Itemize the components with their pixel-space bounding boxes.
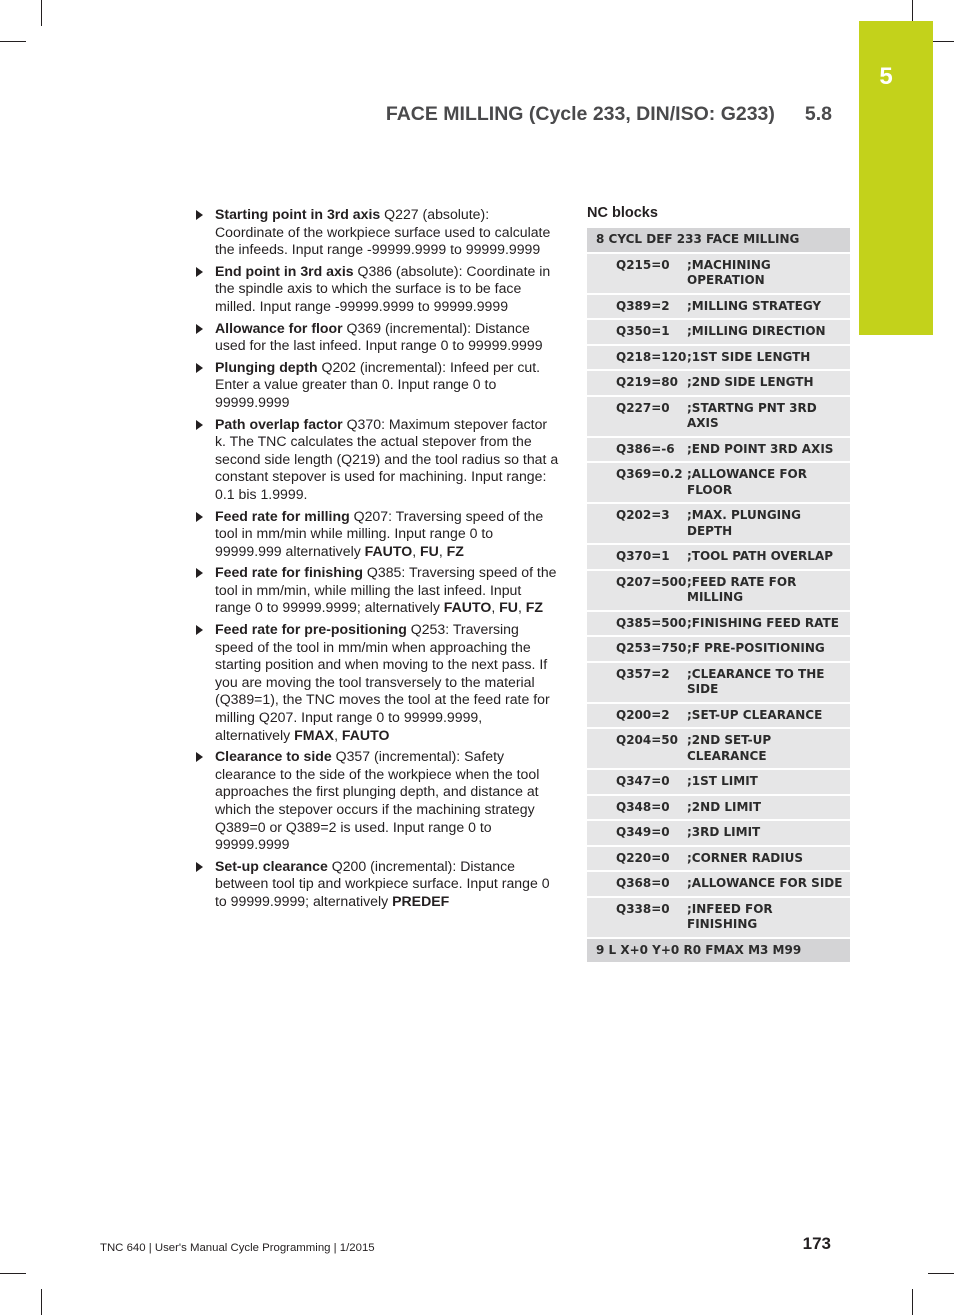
nc-parameter-row	[587, 872, 850, 898]
triangle-bullet-icon	[196, 512, 203, 522]
param-name: Feed rate for finishing	[215, 564, 363, 581]
param-item	[193, 621, 561, 744]
nc-parameter-comment: ;CLEARANCE TO THE SIDE	[687, 666, 825, 696]
nc-parameter-comment: ;2ND LIMIT	[687, 799, 762, 814]
nc-parameter-comment: ;TOOL PATH OVERLAP	[687, 549, 833, 563]
crop-mark	[41, 1289, 42, 1315]
triangle-bullet-icon	[196, 420, 203, 430]
triangle-bullet-icon	[196, 363, 203, 373]
param-item	[193, 320, 561, 355]
footer-text: TNC 640 | User's Manual Cycle Programming | 1/2015	[100, 1242, 375, 1254]
nc-parameter-comment: ;MACHINING OPERATION	[687, 257, 771, 287]
section-number: 5.8	[804, 103, 832, 125]
param-item	[193, 206, 561, 259]
nc-parameter-value: Q202=3	[616, 508, 670, 522]
nc-parameter-value: Q350=1	[616, 324, 670, 338]
nc-parameter-value: Q207=500	[616, 574, 687, 589]
separator: ,	[412, 542, 421, 559]
nc-parameter-comment: ;FINISHING FEED RATE	[687, 615, 839, 630]
nc-parameter-value: Q338=0	[616, 901, 670, 916]
crop-mark	[41, 0, 42, 26]
triangle-bullet-icon	[196, 210, 203, 220]
option-keyword: FAUTO	[443, 599, 492, 616]
param-name: End point in 3rd axis	[215, 262, 354, 279]
option-keyword: FU	[420, 542, 439, 559]
page-number: 173	[802, 1234, 831, 1253]
nc-parameter-comment: ;F PRE-POSITIONING	[687, 641, 825, 655]
nc-parameter-row	[587, 770, 850, 796]
nc-parameter-comment: ;STARTNG PNT 3RD AXIS	[687, 400, 817, 430]
nc-parameter-value: Q348=0	[616, 799, 670, 814]
option-keyword: FAUTO	[364, 542, 413, 559]
option-keyword: FU	[499, 599, 518, 616]
option-keyword: FZ	[525, 599, 544, 616]
param-item	[193, 263, 561, 316]
nc-parameter-comment: ;FEED RATE FOR MILLING	[687, 574, 797, 604]
chapter-tab	[859, 21, 933, 335]
nc-parameter-row	[587, 295, 850, 321]
nc-parameter-row	[587, 254, 850, 295]
nc-block-row: 9 L X+0 Y+0 R0 FMAX M3 M99	[587, 939, 850, 965]
triangle-bullet-icon	[196, 752, 203, 762]
nc-parameter-row	[587, 397, 850, 438]
nc-parameter-row	[587, 847, 850, 873]
triangle-bullet-icon	[196, 568, 203, 578]
crop-mark	[0, 1273, 26, 1274]
nc-blocks-table	[587, 228, 850, 964]
nc-parameter-comment: ;MAX. PLUNGING DEPTH	[687, 508, 802, 538]
separator: ,	[334, 726, 342, 743]
nc-parameter-row	[587, 729, 850, 770]
nc-parameter-comment: ;2ND SIDE LENGTH	[687, 375, 814, 389]
nc-parameter-value: Q369=0.2	[616, 467, 683, 481]
param-name: Plunging depth	[215, 358, 318, 375]
nc-parameter-row	[587, 463, 850, 504]
nc-parameter-row	[587, 504, 850, 545]
nc-parameter-row	[587, 663, 850, 704]
nc-parameter-row	[587, 545, 850, 571]
nc-parameter-row	[587, 796, 850, 822]
nc-parameter-row	[587, 320, 850, 346]
option-keyword: PREDEF	[392, 892, 450, 909]
param-name: Allowance for floor	[215, 319, 343, 336]
nc-parameter-value: Q368=0	[616, 876, 670, 890]
param-description: Q385: Traversing speed of the tool in mm/min, while milling the last infeed. Input range 0 to 99999.9999; alternatively	[215, 564, 557, 616]
option-keyword: FMAX	[294, 726, 335, 743]
separator: ,	[438, 542, 447, 559]
crop-mark	[0, 41, 26, 42]
separator: ,	[517, 599, 526, 616]
option-keyword: FAUTO	[341, 726, 390, 743]
nc-parameter-comment: ;END POINT 3RD AXIS	[687, 441, 834, 456]
nc-parameter-row	[587, 438, 850, 464]
param-description: Q253: Traversing speed of the tool in mm/min when approaching the starting position and when moving to the next pass. If you are moving the tool transversely to the material (Q389=1), the TNC moves the tool at the feed rate for milling Q207. Input range 0 to 99999.9999, alternatively	[215, 621, 550, 743]
triangle-bullet-icon	[196, 324, 203, 334]
nc-blocks-title: NC blocks	[587, 205, 658, 221]
param-name: Feed rate for pre-positioning	[215, 621, 407, 638]
nc-parameter-rows	[587, 254, 850, 939]
nc-parameter-row	[587, 704, 850, 730]
nc-parameter-comment: ;ALLOWANCE FOR FLOOR	[687, 467, 807, 497]
nc-parameter-row	[587, 571, 850, 612]
page-header	[340, 103, 832, 126]
nc-parameter-value: Q389=2	[616, 298, 670, 313]
nc-parameter-value: Q200=2	[616, 707, 670, 722]
nc-parameter-value: Q204=50	[616, 733, 679, 747]
nc-parameter-value: Q253=750	[616, 641, 687, 655]
param-item	[193, 416, 561, 504]
crop-mark	[928, 1273, 954, 1274]
nc-parameter-value: Q385=500	[616, 615, 687, 630]
nc-parameter-comment: ;1ST LIMIT	[687, 774, 758, 788]
param-description: Q386 (absolute): Coordinate in the spindle axis to which the surface is to be face milled. Input range -99999.9999 to 99999.9999	[215, 262, 551, 314]
nc-parameter-value: Q370=1	[616, 549, 670, 563]
nc-parameter-comment: ;ALLOWANCE FOR SIDE	[687, 876, 843, 890]
param-description: Q202 (incremental): Infeed per cut. Enter a value greater than 0. Input range 0 to 99999.9999	[215, 358, 541, 410]
nc-parameter-value: Q220=0	[616, 850, 670, 865]
param-name: Path overlap factor	[215, 415, 343, 432]
nc-parameter-value: Q215=0	[616, 257, 670, 272]
nc-parameter-row	[587, 371, 850, 397]
param-item	[193, 564, 561, 617]
nc-parameter-value: Q357=2	[616, 666, 670, 681]
crop-mark	[912, 1289, 913, 1315]
separator: ,	[491, 599, 500, 616]
param-item	[193, 748, 561, 854]
param-description: Q370: Maximum stepover factor k. The TNC calculates the actual stepover from the second side length (Q219) and the tool radius so that a constant stepover is used for machining. Input range: 0.1 bis 1.9999.	[215, 415, 559, 502]
triangle-bullet-icon	[196, 267, 203, 277]
option-keyword: FZ	[446, 542, 464, 559]
nc-parameter-comment: ;INFEED FOR FINISHING	[687, 901, 773, 931]
param-name: Set-up clearance	[215, 857, 328, 874]
param-description: Q227 (absolute): Coordinate of the workpiece surface used to calculate the infeeds. Input range -99999.9999 to 99999.9999	[215, 206, 551, 258]
param-item	[193, 508, 561, 561]
nc-parameter-value: Q219=80	[616, 375, 679, 389]
nc-parameter-row	[587, 898, 850, 939]
nc-parameter-value: Q386=-6	[616, 441, 675, 456]
nc-parameter-comment: ;MILLING DIRECTION	[687, 324, 826, 338]
triangle-bullet-icon	[196, 862, 203, 872]
nc-parameter-value: Q347=0	[616, 774, 670, 788]
nc-parameter-row	[587, 346, 850, 372]
param-name: Clearance to side	[215, 748, 332, 765]
param-description: Q200 (incremental): Distance between tool tip and workpiece surface. Input range 0 to 99999.9999; alternatively	[215, 857, 550, 909]
param-item	[193, 359, 561, 412]
param-name: Feed rate for milling	[215, 507, 350, 524]
nc-parameter-value: Q218=120	[616, 349, 687, 364]
nc-parameter-comment: ;SET-UP CLEARANCE	[687, 707, 823, 722]
param-description: Q369 (incremental): Distance used for the last infeed. Input range 0 to 99999.9999	[215, 319, 543, 354]
nc-parameter-comment: ;1ST SIDE LENGTH	[687, 349, 811, 364]
nc-parameter-row	[587, 821, 850, 847]
triangle-bullet-icon	[196, 625, 203, 635]
nc-parameter-comment: ;CORNER RADIUS	[687, 850, 804, 865]
parameter-list	[193, 206, 561, 915]
nc-parameter-row	[587, 637, 850, 663]
param-item	[193, 858, 561, 911]
nc-parameter-value: Q227=0	[616, 400, 670, 415]
nc-block-row: 8 CYCL DEF 233 FACE MILLING	[587, 228, 850, 254]
nc-parameter-comment: ;MILLING STRATEGY	[687, 298, 822, 313]
param-description: Q357 (incremental): Safety clearance to the side of the workpiece when the tool approaches the first plunging depth, and distance at which the stepover occurs if the machining strategy Q389=0 or Q389=2 is used. Input range 0 to 99999.9999	[215, 748, 540, 853]
nc-parameter-comment: ;3RD LIMIT	[687, 825, 761, 839]
param-name: Starting point in 3rd axis	[215, 206, 381, 222]
param-description: Q207: Traversing speed of the tool in mm/min while milling. Input range 0 to 99999.999 alternatively	[215, 507, 544, 559]
chapter-number: 5	[879, 63, 893, 90]
nc-parameter-comment: ;2ND SET-UP CLEARANCE	[687, 733, 772, 763]
nc-parameter-row	[587, 612, 850, 638]
header-title: FACE MILLING (Cycle 233, DIN/ISO: G233)	[385, 103, 775, 125]
nc-parameter-value: Q349=0	[616, 825, 670, 839]
